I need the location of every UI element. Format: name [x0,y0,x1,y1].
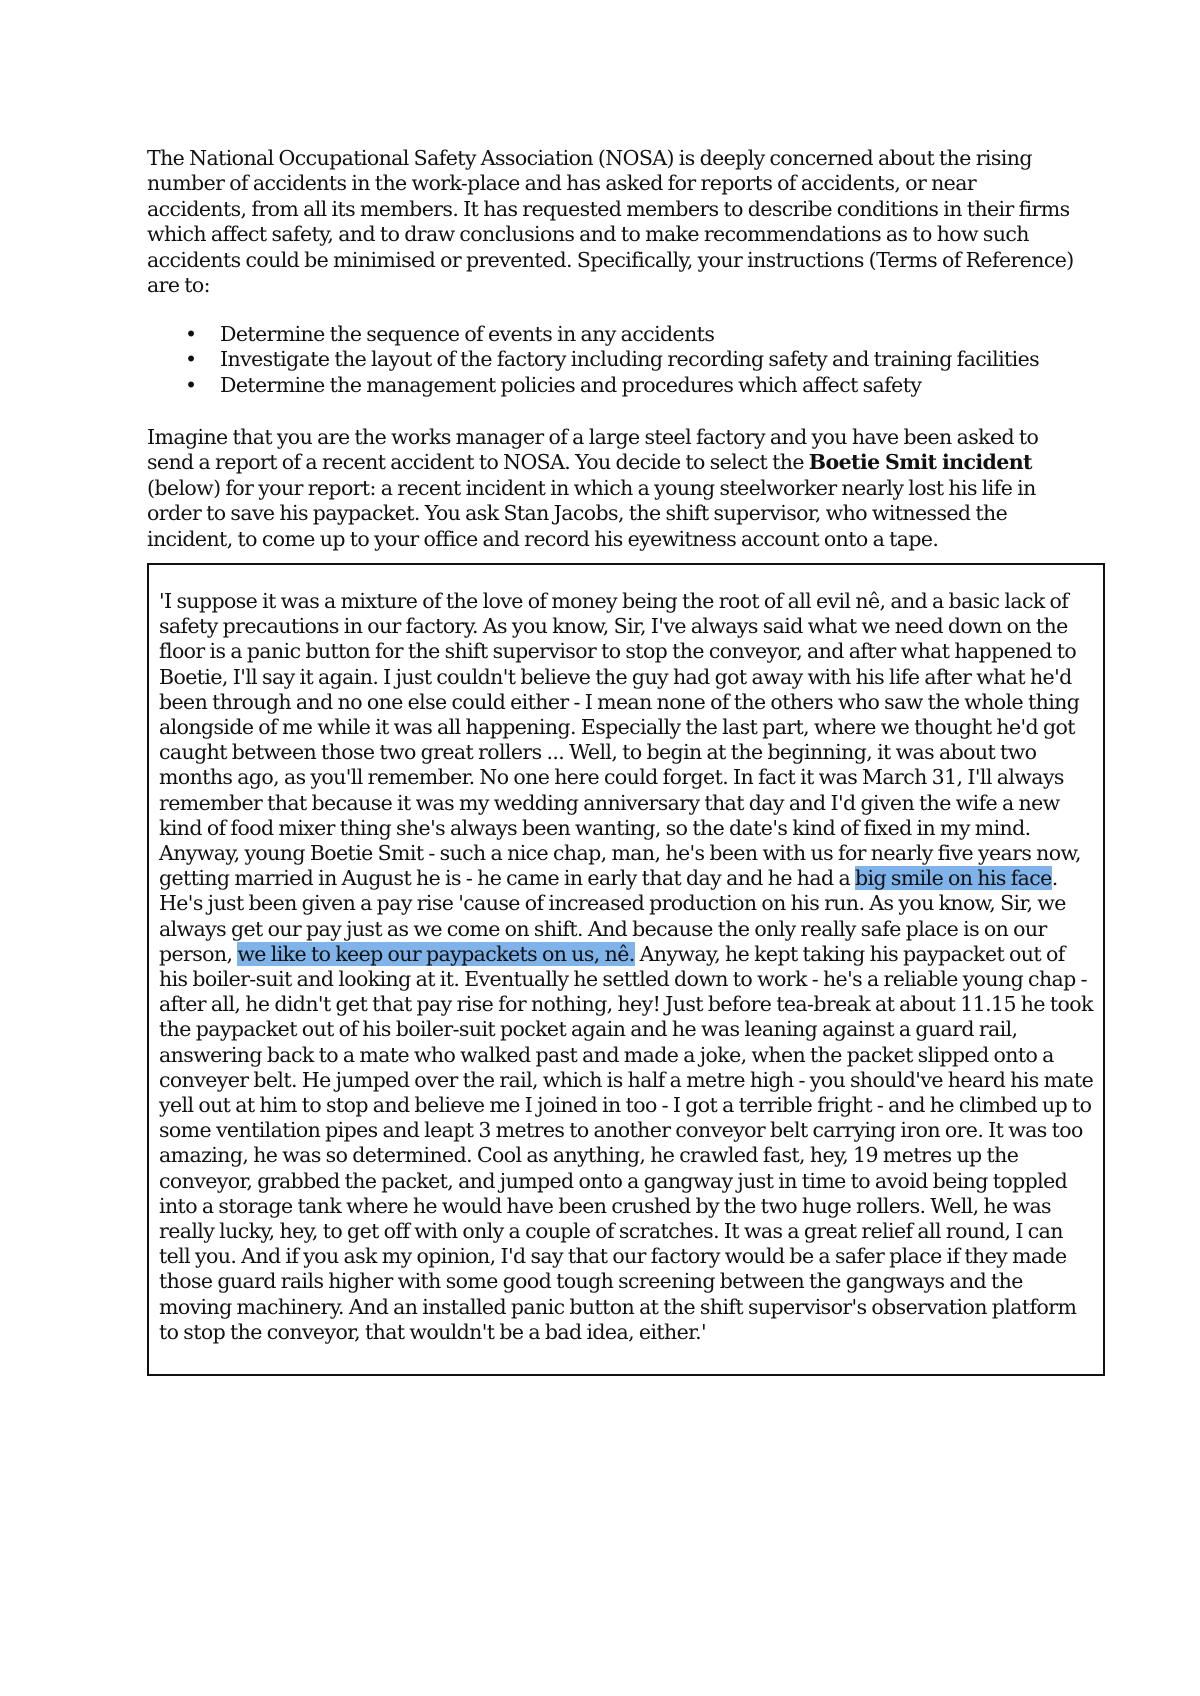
account-text: Anyway, he kept taking his paypacket out of his boiler-suit and looking at it. Eventually he settled down to work - he's a reliable young chap - after all, he didn't get that pay rise for nothing, hey! Just before tea-break at about 11.15 he took the paypacket out of his boiler-suit pocket again and he was leaning against a guard rail, answering back to a mate who walked past and made a joke, when the packet slipped onto a conveyer belt. He jumped over the rail, which is half a metre high - you should've heard his mate yell out at him to stop and believe me I joined in too - I got a terrible fright - and he climbed up to some ventilation pipes and leapt 3 metres to another conveyor belt carrying iron ore. It was too amazing, he was so determined. Cool as anything, he crawled fast, hey, 19 metres up the conveyor, grabbed the packet, and jumped onto a gangway just in time to avoid being toppled into a storage tank where he would have been crushed by the two huge rollers. Well, he was really lucky, hey, to get off with only a couple of scratches. It was a great relief all round, I can tell you. And if you ask my opinion, I'd say that our factory would be a safer place if they made those guard rails higher with some good tough screening between the gangways and the moving machinery. And an installed panic button at the shift supervisor's observation platform to stop the conveyor, that wouldn't be a bad idea, either.' [159,941,1094,1344]
terms-of-reference-list [147,322,1077,398]
list-item [147,322,1077,347]
scenario-text: Imagine that you are the works manager of a large steel factory and you have been asked to send a report of a recent accident to NOSA. You decide to select the [147,425,1039,475]
eyewitness-account-text [159,589,1094,1345]
bullet-icon: • [185,347,197,372]
account-text: . He's just been given a pay rise 'cause of increased production on his run. As you know, Sir, we always get our pay just as we come on shift. And because the only really safe place is on our person, [159,866,1066,966]
bullet-icon: • [185,322,197,346]
list-item [147,347,1077,372]
scenario-text: (below) for your report: a recent incident in which a young steelworker nearly lost his life in order to save his paypacket. You ask Stan Jacobs, the shift supervisor, who witnessed the incident, to come up to your office and record his eyewitness account onto a tape. [147,475,1036,551]
account-text: 'I suppose it was a mixture of the love of money being the root of all evil nê, and a basic lack of safety precautions in our factory. As you know, Sir, I've always said what we need down on the floor is a panic button for the shift supervisor to stop the conveyor, and after what happened to Boetie, I'll say it again. I just couldn't believe the guy had got away with his life after what he'd been through and no one else could either - I mean none of the others who saw the whole thing alongside of me while it was all happening. Especially the last part, where we thought he'd got caught between those two great rollers ... Well, to begin at the beginning, it was about two months ago, as you'll remember. No one here could forget. In fact it was March 31, I'll always remember that because it was my wedding anniversary that day and I'd given the wife a new kind of food mixer thing she's always been wanting, so the date's kind of fixed in my mind. Anyway, young Boetie Smit - such a nice chap, man, he's been with us for nearly five years now, getting married in August he is - he came in early that day and he had a [159,589,1081,891]
intro-paragraph: The National Occupational Safety Association (NOSA) is deeply concerned about the rising number of accidents in the work-place and has asked for reports of accidents, or near accidents, from all its members. It has requested members to describe conditions in their firms which affect safety, and to draw conclusions and to make recommendations as to how such accidents could be minimised or prevented. Specifically, your instructions (Terms of Reference) are to: [147,146,1074,298]
highlighted-text[interactable]: big smile on his face [855,866,1052,891]
list-item-text: Determine the management policies and procedures which affect safety [220,372,922,397]
list-item-text: Investigate the layout of the factory including recording safety and training facilities [220,347,1040,372]
eyewitness-account-box [147,563,1105,1376]
scenario-paragraph [147,425,1077,552]
incident-name: Boetie Smit incident [808,450,1032,475]
list-item-text: Determine the sequence of events in any accidents [220,322,715,346]
list-item [147,373,1077,398]
highlighted-text[interactable]: we like to keep our paypackets on us, nê. [237,941,635,966]
bullet-icon: • [185,372,197,397]
